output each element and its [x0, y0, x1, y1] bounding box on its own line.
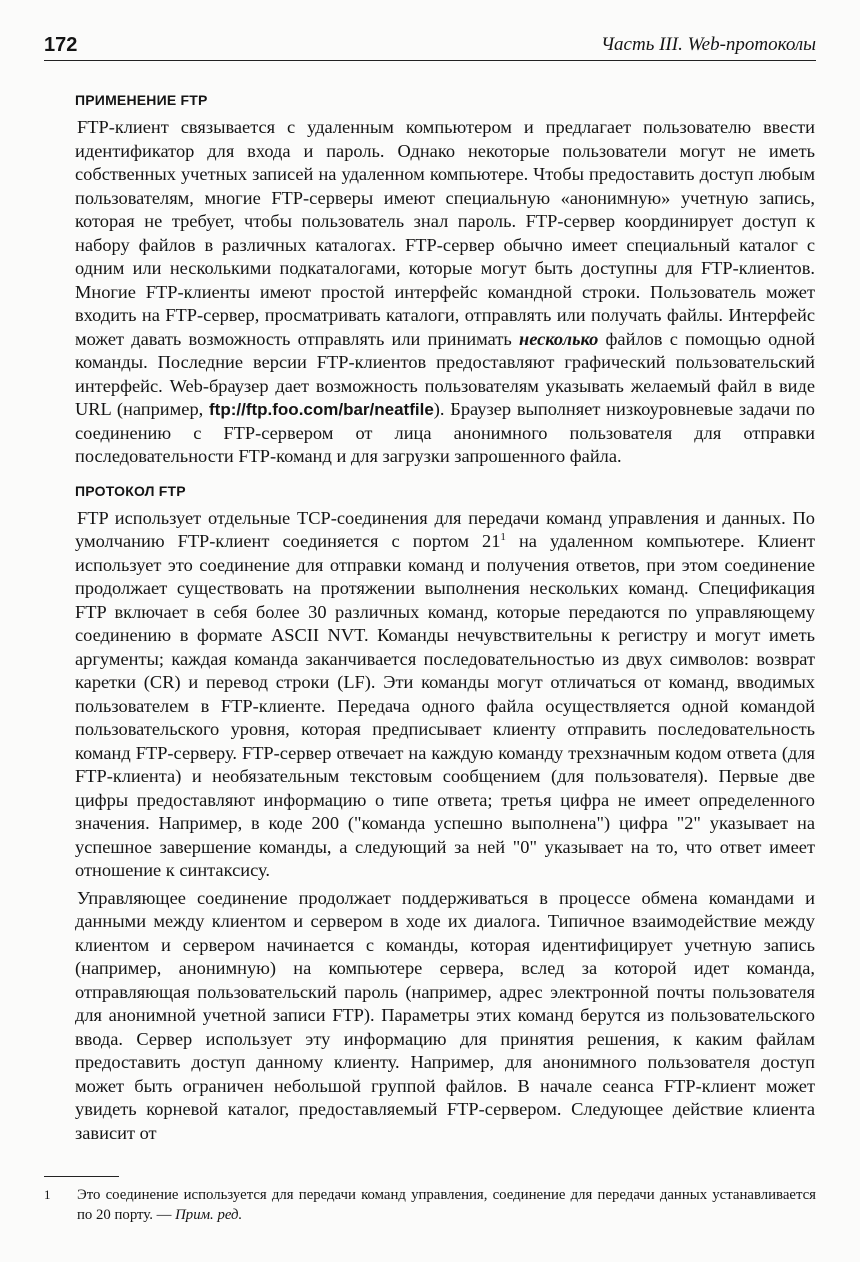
footnote-reference: 1	[500, 530, 506, 543]
paragraph-text: FTP-клиент связывается с удаленным компьютером и предлагает пользователю ввести идентификатор для входа и пароль. Однако некоторые пользователи могут не иметь собственных учетных записей на удаленном компьютере. Чтобы предоставить доступ любым пользователям, многие FTP-серверы имеют специальную «анонимную» учетную запись, которая не требует, чтобы пользователь знал пароль. FTP-сервер координирует доступ к набору файлов в различных каталогах. FTP-сервер обычно имеет специальный каталог с одним или несколькими подкаталогами, которые могут быть доступны для FTP-клиентов. Многие FTP-клиенты имеют простой интерфейс командной строки. Пользователь может входить на FTP-сервер, просматривать каталоги, отправлять или получать файлы. Интерфейс может давать возможность отправлять или принимать	[75, 117, 815, 349]
footnote-body: Это соединение используется для передачи команд управления, соединение для передачи данных устанавливается по 20 порту. —	[77, 1187, 816, 1223]
running-head	[44, 34, 816, 62]
footnote-mark: 1	[44, 1187, 51, 1202]
footnote	[44, 1185, 816, 1225]
emphasis-text: несколько	[519, 328, 599, 349]
header-rule	[44, 60, 816, 61]
part-title: Часть III. Web-протоколы	[600, 34, 816, 55]
paragraph-text: файлов с помощью одной команды. Последние версии FTP-клиентов предоставляют графический пользовательский интерфейс. Web-браузер дает возможность пользователям указывать желаемый файл в виде URL (например,	[75, 328, 815, 419]
paragraph-text: на удаленном компьютере. Клиент использует это соединение для отправки команд и получения ответов, при этом соединение продолжает существовать на протяжении выполнения нескольких команд. Спецификация FTP включает в себя более 30 различных команд, которые передаются по управляющему соединению в формате ASCII NVT. Команды нечувствительны к регистру и могут иметь аргументы; каждая команда заканчивается последовательностью из двух символов: возврат каретки (CR) и перевод строки (LF). Эти команды могут отличаться от команд, вводимых пользователем в FTP-клиенте. Передача одного файла осуществляется одной командой пользовательского уровня, которая предписывает клиенту отправить последовательность команд FTP-серверу. FTP-сервер отвечает на каждую команду трехзначным кодом ответа (для FTP-клиента) и необязательным текстовым сообщением (для пользователя). Первые две цифры предоставляют информацию о типе ответа; третья цифра не имеет определенного значения. Например, в коде 200 ("команда успешно выполнена") цифра "2" указывает на успешное завершение команды, а следующий за ней "0" указывает на то, что ответ имеет отношение к синтаксису.	[75, 531, 815, 880]
section-heading-ftp-usage: ПРИМЕНЕНИЕ FTP	[75, 92, 208, 108]
body-text	[75, 92, 815, 1145]
paragraph-ftp-protocol-1	[75, 507, 815, 883]
spacer	[75, 469, 815, 483]
editor-note: Прим. ред.	[175, 1207, 243, 1223]
paragraph-text: FTP использует отдельные TCP-соединения для передачи команд управления и данных. По умолчанию FTP-клиент соединяется с портом 21	[75, 507, 815, 551]
footnote-text	[77, 1185, 816, 1225]
paragraph-text: ). Браузер выполняет низкоуровневые задачи по соединению с FTP-сервером от лица анонимного пользователя для отправки последовательности FTP-команд и для загрузки запрошенного файла.	[75, 399, 815, 466]
paragraph-ftp-usage	[75, 116, 815, 469]
page-number: 172	[44, 34, 78, 56]
paragraph-ftp-protocol-2: Управляющее соединение продолжает поддерживаться в процессе обмена командами и данными между клиентом и сервером в ходе их диалога. Типичное взаимодействие между клиентом и сервером начинается с команды, которая идентифицирует учетную запись (например, анонимную) на компьютере сервера, вслед за которой идет команда, отправляющая пользовательский пароль (например, адрес электронной почты пользователя для анонимной учетной записи FTP). Параметры этих команд берутся из пользовательского ввода. Сервер использует эту информацию для принятия решения, к каким файлам предоставить доступ данному клиенту. Например, для анонимного пользователя доступ может быть ограничен небольшой группой файлов. В начале сеанса FTP-клиент может увидеть корневой каталог, предоставляемый FTP-сервером. Следующее действие клиента зависит от	[75, 887, 815, 1143]
footnote-rule	[44, 1176, 119, 1177]
url-text: ftp://ftp.foo.com/bar/neatfile	[209, 400, 434, 419]
section-heading-ftp-protocol: ПРОТОКОЛ FTP	[75, 482, 186, 499]
